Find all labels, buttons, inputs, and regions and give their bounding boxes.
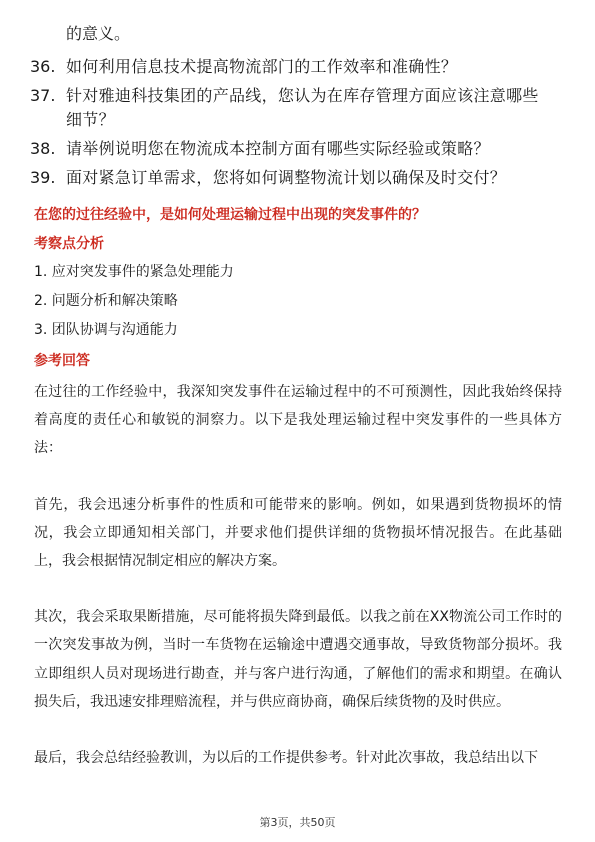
analysis-point: 3. 团队协调与沟通能力: [34, 322, 178, 338]
featured-question: 在您的过往经验中，是如何处理运输过程中出现的突发事件的？: [34, 207, 426, 223]
answer-paragraph: 最后，我会总结经验教训，为以后的工作提供参考。针对此次事故，我总结出以下: [34, 750, 538, 767]
question-item-39: [30, 166, 550, 190]
question-item-36: [30, 55, 550, 79]
question-item-38: [30, 137, 550, 161]
analysis-point: 2. 问题分析和解决策略: [34, 293, 178, 309]
question-text: 请举例说明您在物流成本控制方面有哪些实际经验或策略？: [66, 139, 490, 158]
question-text: 面对紧急订单需求，您将如何调整物流计划以确保及时交付？: [66, 168, 507, 187]
question-number: 38.: [30, 139, 56, 158]
reference-answer: [34, 378, 562, 800]
analysis-points: [34, 262, 234, 349]
question-item-37: [30, 84, 550, 132]
answer-paragraph: 其次，我会采取果断措施，尽可能将损失降到最低。以我之前在XX物流公司工作时的一次突发事故为例，当时一车货物在运输途中遭遇交通事故，导致货物部分损坏。我立即组织人员对现场进行勘查，并与客户进行沟通，了解他们的需求和期望。在确认损失后，我迅速安排理赔流程，并与供应商协商，确保后续货物的及时供应。: [34, 609, 562, 710]
question-number: 36.: [30, 57, 56, 76]
question-number: 37.: [30, 86, 56, 105]
question-list: [30, 55, 550, 195]
question-continuation: 的意义。: [66, 24, 131, 43]
question-text: 如何利用信息技术提高物流部门的工作效率和准确性？: [66, 57, 458, 76]
page-footer: 第3页，共50页: [259, 816, 336, 829]
answer-paragraph: 首先，我会迅速分析事件的性质和可能带来的影响。例如，如果遇到货物损坏的情况，我会立即通知相关部门，并要求他们提供详细的货物损坏情况报告。在此基础上，我会根据情况制定相应的解决方案。: [34, 496, 562, 570]
analysis-point: 1. 应对突发事件的紧急处理能力: [34, 264, 234, 280]
question-number: 39.: [30, 168, 56, 187]
question-text: 针对雅迪科技集团的产品线，您认为在库存管理方面应该注意哪些细节？: [66, 86, 539, 129]
reference-title: 参考回答: [34, 353, 90, 369]
analysis-title: 考察点分析: [34, 236, 104, 252]
answer-paragraph: 在过往的工作经验中，我深知突发事件在运输过程中的不可预测性，因此我始终保持着高度的责任心和敏锐的洞察力。以下是我处理运输过程中突发事件的一些具体方法：: [34, 384, 562, 457]
